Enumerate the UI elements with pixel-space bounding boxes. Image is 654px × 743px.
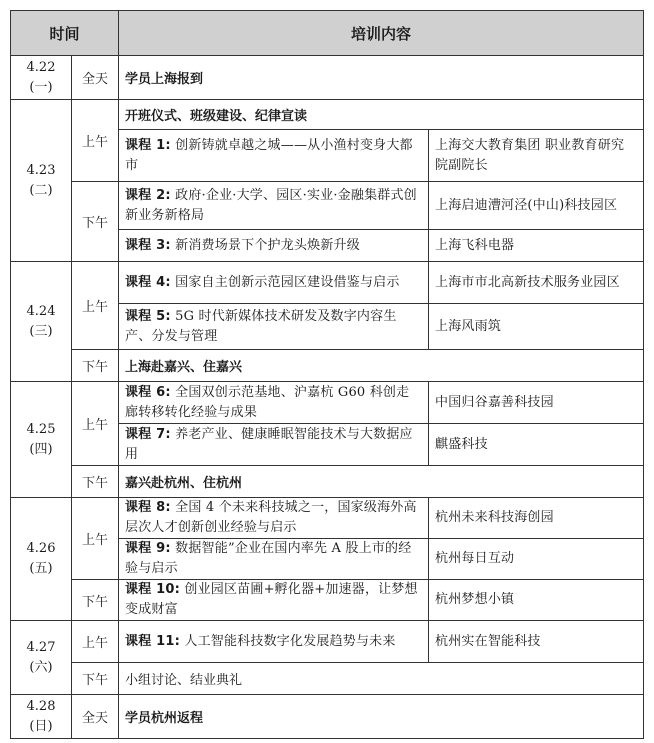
organization-cell: 麒盛科技 [429,424,644,466]
date-cell [11,498,72,621]
course-title: 创新铸就卓越之城——从小渔村变身大都市 [125,137,413,173]
table-row [11,262,644,304]
date-cell [11,695,72,739]
period-cell: 上午 [72,382,119,466]
weekday: (一) [29,79,53,95]
date: 4.28 [26,698,56,714]
activity-cell: 嘉兴赴杭州、住杭州 [119,466,644,498]
table-header-row [11,11,644,56]
course-cell [119,230,429,262]
table-row [11,498,644,539]
course-number: 课程 11: [125,633,181,649]
course-title: 新消费场景下个护龙头焕新升级 [175,237,360,253]
course-title: 国家自主创新示范园区建设借鉴与启示 [175,274,400,290]
course-number: 课程 4: [125,274,171,290]
course-cell [119,262,429,304]
course-number: 课程 10: [125,582,181,597]
course-cell [119,130,429,182]
period-cell: 下午 [72,580,119,621]
organization-cell: 上海市市北高新技术服务业园区 [429,262,644,304]
course-number: 课程 3: [125,237,171,253]
table-row [11,56,644,100]
course-title: 养老产业、健康睡眠智能技术与大数据应用 [125,426,413,462]
header-time: 时间 [11,11,119,56]
table-row [11,663,644,695]
activity-cell: 小组讨论、结业典礼 [119,663,644,695]
activity-cell: 开班仪式、班级建设、纪律宣读 [119,100,644,130]
activity-cell: 学员上海报到 [119,56,644,100]
course-title: 创业园区苗圃+孵化器+加速器，让梦想变成财富 [125,582,418,617]
course-cell [119,621,429,663]
course-title: 政府·企业·大学、园区·实业·金融集群式创新业务新格局 [125,187,417,223]
weekday: (三) [29,323,53,339]
organization-cell: 杭州未来科技海创园 [429,498,644,539]
course-cell [119,424,429,466]
training-schedule-table [10,10,644,739]
weekday: (四) [29,441,53,457]
table-row [11,182,644,230]
organization-cell: 上海风雨筑 [429,304,644,350]
course-number: 课程 7: [125,426,171,442]
course-title: 全国双创示范基地、沪嘉杭 G60 科创走廊转移转化经验与成果 [125,384,410,420]
weekday: (二) [29,182,53,198]
weekday: (日) [29,718,53,734]
course-number: 课程 6: [125,384,171,400]
organization-cell: 上海交大教育集团 职业教育研究院副院长 [429,130,644,182]
weekday: (五) [29,561,53,576]
course-title: 数据智能”企业在国内率先 A 股上市的经验与启示 [125,541,412,576]
table-row [11,100,644,130]
date: 4.22 [26,59,56,75]
date: 4.23 [26,162,56,178]
period-cell: 下午 [72,663,119,695]
course-cell [119,539,429,580]
period-cell: 下午 [72,350,119,382]
course-cell [119,182,429,230]
period-cell: 下午 [72,466,119,498]
date: 4.25 [26,421,56,437]
date-cell [11,262,72,382]
course-number: 课程 9: [125,541,171,556]
table-row [11,695,644,739]
date: 4.26 [26,541,56,556]
table-row [11,466,644,498]
period-cell: 下午 [72,182,119,262]
date: 4.24 [26,303,56,319]
weekday: (六) [29,659,53,675]
organization-cell: 杭州每日互动 [429,539,644,580]
period-cell: 全天 [72,56,119,100]
period-cell: 上午 [72,100,119,182]
date-cell [11,56,72,100]
organization-cell: 杭州梦想小镇 [429,580,644,621]
table-row [11,382,644,424]
course-title: 人工智能科技数字化发展趋势与未来 [184,633,396,649]
table-row [11,350,644,382]
table-row [11,621,644,663]
course-number: 课程 5: [125,308,171,324]
table-row [11,580,644,621]
activity-cell: 上海赴嘉兴、住嘉兴 [119,350,644,382]
course-number: 课程 8: [125,500,171,515]
course-number: 课程 1: [125,137,171,153]
date-cell [11,100,72,262]
course-cell [119,580,429,621]
organization-cell: 中国归谷嘉善科技园 [429,382,644,424]
period-cell: 上午 [72,498,119,580]
date: 4.27 [26,639,56,655]
period-cell: 上午 [72,262,119,350]
period-cell: 上午 [72,621,119,663]
header-content: 培训内容 [119,11,644,56]
course-cell [119,382,429,424]
period-cell: 全天 [72,695,119,739]
course-number: 课程 2: [125,187,171,203]
date-cell [11,382,72,498]
date-cell [11,621,72,695]
course-cell [119,498,429,539]
organization-cell: 上海飞科电器 [429,230,644,262]
organization-cell: 杭州实在智能科技 [429,621,644,663]
activity-cell: 学员杭州返程 [119,695,644,739]
course-title: 全国 4 个未来科技城之一，国家级海外高层次人才创新创业经验与启示 [125,500,417,535]
organization-cell: 上海启迪漕河泾(中山)科技园区 [429,182,644,230]
course-title: 5G 时代新媒体技术研发及数字内容生产、分发与管理 [125,308,397,344]
course-cell [119,304,429,350]
